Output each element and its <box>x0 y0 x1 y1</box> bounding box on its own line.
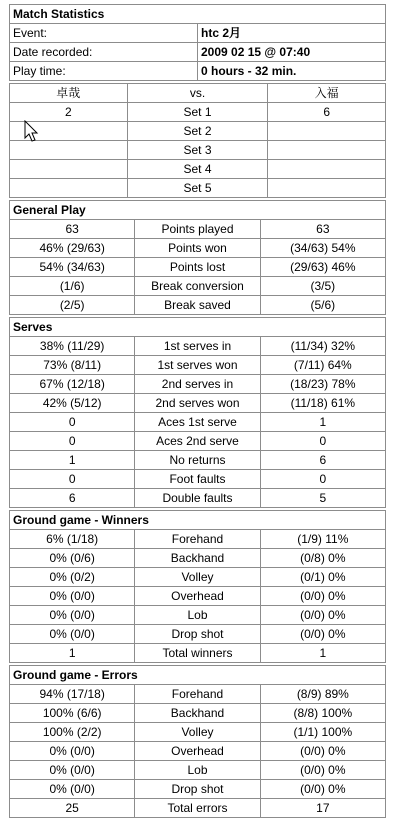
stat-value-right: (18/23) 78% <box>260 375 385 394</box>
stat-value-right: (0/0) 0% <box>260 742 385 761</box>
players-row <box>10 84 386 103</box>
stat-value-right: 63 <box>260 220 385 239</box>
section-header-row <box>10 201 386 220</box>
stat-value-right: (3/5) <box>260 277 385 296</box>
set-row <box>10 160 386 179</box>
stat-value-right: (0/8) 0% <box>260 549 385 568</box>
playtime-value: 0 hours - 32 min. <box>198 62 386 81</box>
section-title: Serves <box>10 318 386 337</box>
stat-label: Drop shot <box>135 780 260 799</box>
player-left-name: 卓哉 <box>10 84 128 103</box>
stat-label: No returns <box>135 451 260 470</box>
stat-label: Overhead <box>135 587 260 606</box>
stat-value-right: (5/6) <box>260 296 385 315</box>
stat-value-right: 6 <box>260 451 385 470</box>
stat-value-left: 100% (6/6) <box>10 704 135 723</box>
stat-row <box>10 761 386 780</box>
stat-value-right: (34/63) 54% <box>260 239 385 258</box>
stat-value-left: 67% (12/18) <box>10 375 135 394</box>
set-score-right <box>268 160 386 179</box>
stat-label: 2nd serves won <box>135 394 260 413</box>
stat-value-left: (2/5) <box>10 296 135 315</box>
section-header-row <box>10 511 386 530</box>
stat-row <box>10 337 386 356</box>
stat-value-left: 0% (0/6) <box>10 549 135 568</box>
stat-label: Forehand <box>135 530 260 549</box>
stat-row <box>10 704 386 723</box>
stat-label: 2nd serves in <box>135 375 260 394</box>
set-row <box>10 103 386 122</box>
stat-row <box>10 644 386 663</box>
stat-value-right: (1/9) 11% <box>260 530 385 549</box>
stat-row <box>10 296 386 315</box>
stat-value-left: 0 <box>10 432 135 451</box>
stat-value-right: (29/63) 46% <box>260 258 385 277</box>
stat-row <box>10 606 386 625</box>
stat-value-left: 0% (0/0) <box>10 742 135 761</box>
stat-value-left: 38% (11/29) <box>10 337 135 356</box>
stat-value-right: (0/0) 0% <box>260 606 385 625</box>
stat-value-left: 0 <box>10 413 135 432</box>
stat-row <box>10 780 386 799</box>
stat-row <box>10 742 386 761</box>
versus-label: vs. <box>127 84 268 103</box>
player-right-name: 入福 <box>268 84 386 103</box>
section-title: Ground game - Winners <box>10 511 386 530</box>
set-score-left <box>10 160 128 179</box>
stat-value-right: 17 <box>260 799 385 818</box>
stat-value-right: (8/8) 100% <box>260 704 385 723</box>
stat-value-left: (1/6) <box>10 277 135 296</box>
stat-row <box>10 568 386 587</box>
stat-row <box>10 549 386 568</box>
stat-label: Lob <box>135 606 260 625</box>
stat-value-right: (0/0) 0% <box>260 625 385 644</box>
stat-label: Volley <box>135 568 260 587</box>
set-score-right <box>268 179 386 198</box>
stat-row <box>10 258 386 277</box>
stat-value-left: 0% (0/2) <box>10 568 135 587</box>
stat-value-left: 0% (0/0) <box>10 606 135 625</box>
set-score-right: 6 <box>268 103 386 122</box>
stat-row <box>10 470 386 489</box>
stat-value-right: (0/0) 0% <box>260 761 385 780</box>
stat-value-left: 54% (34/63) <box>10 258 135 277</box>
stat-label: Overhead <box>135 742 260 761</box>
info-row-playtime <box>10 62 386 81</box>
stat-row <box>10 685 386 704</box>
stat-label: Foot faults <box>135 470 260 489</box>
stat-row <box>10 799 386 818</box>
stat-value-left: 94% (17/18) <box>10 685 135 704</box>
stat-label: 1st serves won <box>135 356 260 375</box>
sets-table <box>9 83 386 198</box>
stats-section-table <box>9 317 386 508</box>
stat-row <box>10 356 386 375</box>
stat-label: Aces 1st serve <box>135 413 260 432</box>
event-value: htc 2月 <box>198 24 386 43</box>
playtime-label: Play time: <box>10 62 198 81</box>
stat-value-left: 63 <box>10 220 135 239</box>
set-score-left: 2 <box>10 103 128 122</box>
stat-value-right: (11/34) 32% <box>260 337 385 356</box>
stat-value-right: (1/1) 100% <box>260 723 385 742</box>
stat-value-right: (0/1) 0% <box>260 568 385 587</box>
stat-row <box>10 723 386 742</box>
stat-value-left: 1 <box>10 644 135 663</box>
stats-section-table <box>9 510 386 663</box>
set-label: Set 2 <box>127 122 268 141</box>
stat-value-right: (0/0) 0% <box>260 780 385 799</box>
stat-row <box>10 277 386 296</box>
stat-label: Drop shot <box>135 625 260 644</box>
stat-row <box>10 220 386 239</box>
stat-value-right: 1 <box>260 413 385 432</box>
stat-value-left: 0% (0/0) <box>10 761 135 780</box>
stat-label: Break saved <box>135 296 260 315</box>
stat-value-left: 0 <box>10 470 135 489</box>
stat-value-left: 0% (0/0) <box>10 780 135 799</box>
stat-value-right: (8/9) 89% <box>260 685 385 704</box>
set-label: Set 3 <box>127 141 268 160</box>
stat-value-left: 6% (1/18) <box>10 530 135 549</box>
set-row <box>10 179 386 198</box>
set-row <box>10 141 386 160</box>
stat-row <box>10 432 386 451</box>
stat-value-left: 0% (0/0) <box>10 625 135 644</box>
set-label: Set 4 <box>127 160 268 179</box>
date-value: 2009 02 15 @ 07:40 <box>198 43 386 62</box>
stat-value-right: (11/18) 61% <box>260 394 385 413</box>
section-header-row <box>10 318 386 337</box>
stat-label: Break conversion <box>135 277 260 296</box>
set-score-left <box>10 179 128 198</box>
stat-label: Points played <box>135 220 260 239</box>
stat-label: Volley <box>135 723 260 742</box>
stat-value-left: 42% (5/12) <box>10 394 135 413</box>
stat-value-right: (7/11) 64% <box>260 356 385 375</box>
stat-row <box>10 489 386 508</box>
stat-value-right: 1 <box>260 644 385 663</box>
stat-value-left: 46% (29/63) <box>10 239 135 258</box>
match-info-table <box>9 4 386 81</box>
set-score-right <box>268 141 386 160</box>
stat-label: Total errors <box>135 799 260 818</box>
stat-value-left: 1 <box>10 451 135 470</box>
section-title: General Play <box>10 201 386 220</box>
stat-value-right: (0/0) 0% <box>260 587 385 606</box>
stats-section-table <box>9 665 386 818</box>
date-label: Date recorded: <box>10 43 198 62</box>
stat-row <box>10 239 386 258</box>
stat-label: Lob <box>135 761 260 780</box>
stat-row <box>10 375 386 394</box>
stat-label: Backhand <box>135 704 260 723</box>
stats-section-table <box>9 200 386 315</box>
page-title: Match Statistics <box>10 5 386 24</box>
set-score-right <box>268 122 386 141</box>
info-row-event <box>10 24 386 43</box>
stat-row <box>10 394 386 413</box>
title-row <box>10 5 386 24</box>
stat-label: Forehand <box>135 685 260 704</box>
mouse-pointer-icon <box>24 120 40 144</box>
stat-label: Points won <box>135 239 260 258</box>
event-label: Event: <box>10 24 198 43</box>
stat-row <box>10 530 386 549</box>
set-row <box>10 122 386 141</box>
stat-value-left: 100% (2/2) <box>10 723 135 742</box>
stat-row <box>10 587 386 606</box>
info-row-date <box>10 43 386 62</box>
stat-label: Total winners <box>135 644 260 663</box>
stat-value-left: 6 <box>10 489 135 508</box>
stat-value-left: 73% (8/11) <box>10 356 135 375</box>
set-label: Set 1 <box>127 103 268 122</box>
set-label: Set 5 <box>127 179 268 198</box>
stat-label: Points lost <box>135 258 260 277</box>
stat-label: 1st serves in <box>135 337 260 356</box>
section-header-row <box>10 666 386 685</box>
stat-row <box>10 451 386 470</box>
stat-value-right: 0 <box>260 470 385 489</box>
stat-label: Backhand <box>135 549 260 568</box>
section-title: Ground game - Errors <box>10 666 386 685</box>
stat-value-left: 0% (0/0) <box>10 587 135 606</box>
stat-label: Double faults <box>135 489 260 508</box>
stat-row <box>10 413 386 432</box>
stat-value-left: 25 <box>10 799 135 818</box>
match-statistics-panel <box>9 4 386 818</box>
stat-value-right: 5 <box>260 489 385 508</box>
stat-row <box>10 625 386 644</box>
stat-value-right: 0 <box>260 432 385 451</box>
stat-label: Aces 2nd serve <box>135 432 260 451</box>
